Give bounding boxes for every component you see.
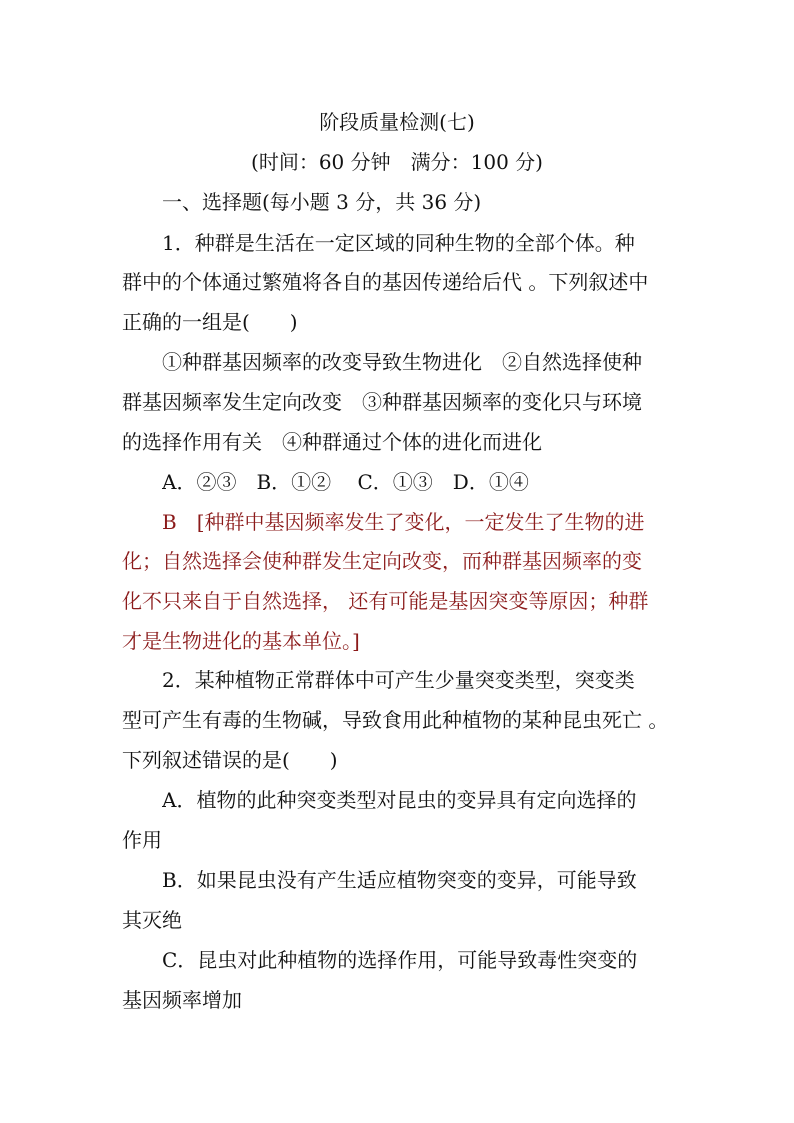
q1-statement-line: 的选择作用有关 ④种群通过个体的进化而进化 (122, 430, 542, 454)
q2-option-b-cont: 其灭绝 (122, 908, 182, 932)
q1-options: A．②③ B．①② C．①③ D．①④ (162, 470, 529, 494)
q1-stem-line: 群中的个体通过繁殖将各自的基因传递给后代 。下列叙述中 (122, 270, 649, 294)
q1-stem-line: 1．种群是生活在一定区域的同种生物的全部个体。种 (162, 231, 635, 255)
q1-statement-line: 群基因频率发生定向改变 ③种群基因频率的变化只与环境 (122, 390, 642, 414)
q1-statement-line: ①种群基因频率的改变导致生物进化 ②自然选择使种 (162, 350, 642, 374)
q2-option-a-cont: 作用 (122, 828, 162, 852)
q1-answer-line: 才是生物进化的基本单位。] (122, 629, 360, 653)
q1-answer-line: 化；自然选择会使种群发生定向改变，而种群基因频率的变 (122, 549, 642, 573)
section-heading: 一、选择题(每小题 3 分，共 36 分) (162, 190, 482, 214)
q1-answer-line: 化不只来自于自然选择， 还有可能是基因突变等原因；种群 (122, 589, 649, 613)
q2-stem-line: 2．某种植物正常群体中可产生少量突变类型，突变类 (162, 668, 635, 692)
q2-stem-line: 型可产生有毒的生物碱，导致食用此种植物的某种昆虫死亡 。 (122, 708, 669, 732)
q2-option-b: B．如果昆虫没有产生适应植物突变的变异，可能导致 (162, 868, 637, 892)
document-subtitle: (时间：60 分钟 满分：100 分) (251, 150, 543, 174)
document-title: 阶段质量检测(七) (319, 110, 475, 134)
q1-stem-line: 正确的一组是( ) (122, 310, 298, 334)
q2-option-c-cont: 基因频率增加 (122, 988, 242, 1012)
q2-option-c: C．昆虫对此种植物的选择作用，可能导致毒性突变的 (162, 948, 638, 972)
q2-option-a: A．植物的此种突变类型对昆虫的变异具有定向选择的 (162, 788, 637, 812)
q2-stem-line: 下列叙述错误的是( ) (122, 748, 338, 772)
q1-answer-line: B [种群中基因频率发生了变化，一定发生了生物的进 (162, 510, 645, 534)
